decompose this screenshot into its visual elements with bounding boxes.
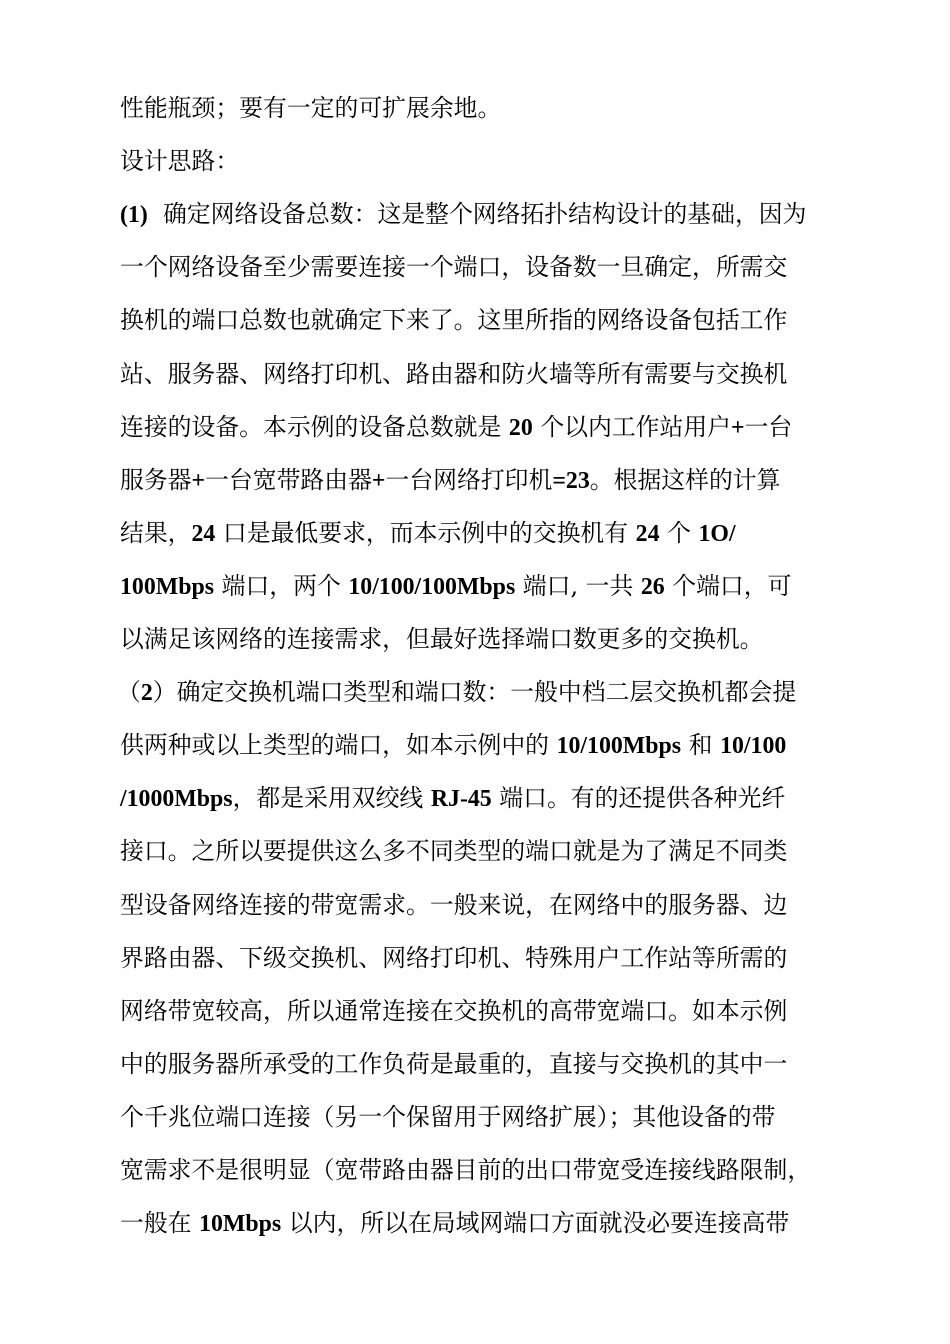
bold-text: 10Mbps [199,1211,282,1238]
text-run: 端口。有的还提供各种光纤 [491,784,786,813]
text-run: 一个网络设备至少需要连接一个端口，设备数一旦确定，所需交 [120,253,788,282]
text-line [120,145,835,177]
bold-text: 24 [191,520,216,547]
text-line [120,464,835,496]
text-run: 以满足该网络的连接需求，但最好选择端口数更多的交换机。 [120,625,764,653]
text-line [120,517,835,549]
text-run: 服务器 [120,465,192,494]
text-run: 。根据这样的计算 [589,465,781,494]
text-run: 供两种或以上类型的端口，如本示例中的 [120,731,557,760]
text-run: 个千兆位端口连接（另一个保留用于网络扩展）；其他设备的带 [120,1102,776,1131]
text-line [120,570,835,602]
bold-text: + [731,414,745,441]
text-run: 界路由器、下级交换机、网络打印机、特殊用户工作站等所需的 [120,943,788,972]
text-line [120,1207,835,1239]
text-run: （ [117,678,141,707]
text-line [120,623,835,655]
text-run: 以内，所以在局域网端口方面就没必要连接高带 [281,1209,790,1238]
text-line [120,835,835,867]
text-run: 换机的端口总数也就确定下来了。这里所指的网络设备包括工作 [120,306,788,335]
text-line [120,358,835,390]
text-run: 性能瓶颈；要有一定的可扩展余地。 [120,94,502,122]
text-run: 中的服务器所承受的工作负荷是最重的，直接与交换机的其中一 [120,1049,788,1078]
text-run: 网络带宽较高，所以通常连接在交换机的高带宽端口。如本示例 [120,996,788,1025]
bold-text: =23 [552,467,590,494]
bold-text: 20 [508,414,533,441]
text-run: 宽需求不是很明显（宽带路由器目前的出口带宽受连接线路限制， [120,1156,812,1184]
bold-text: 24 [635,520,660,547]
text-run: 型设备网络连接的带宽需求。一般来说，在网络中的服务器、边 [120,890,788,919]
bold-text: 100Mbps [120,573,215,600]
bold-text: 10/100Mbps [556,733,682,760]
bold-text: (1) [120,202,148,229]
text-run: ）确定交换机端口类型和端口数：一般中档二层交换机都会提 [152,678,797,707]
text-line [117,676,832,708]
bold-text: + [191,467,206,494]
text-line [120,411,835,443]
bold-text: /1000Mbps [120,786,233,813]
bold-text: 1O/ [698,520,736,547]
text-line [120,942,835,974]
text-line [120,1154,835,1186]
text-line [120,304,835,336]
bold-text: 10/100 [720,733,787,760]
text-run: 一台网络打印机 [385,465,553,494]
text-run: 接口。之所以要提供这么多不同类型的端口就是为了满足不同类 [120,837,788,866]
text-run: 连接的设备。本示例的设备总数就是 [120,412,509,441]
bold-text: RJ-45 [430,786,492,813]
text-run: 结果， [120,518,192,547]
text-run: 确定网络设备总数：这是整个网络拓扑结构设计的基础，因为 [147,200,807,229]
text-run: 设计思路： [120,147,240,176]
text-run: 和 [681,731,721,760]
text-line [120,92,835,124]
text-line [120,995,835,1027]
text-run: 一台 [744,412,793,441]
text-line [120,1101,835,1133]
bold-text: + [371,467,386,494]
text-run: ，都是采用双绞线 [232,784,431,813]
text-line [120,251,835,283]
text-run: 一般在 [120,1209,200,1238]
text-run: 口是最低要求，而本示例中的交换机有 [215,518,636,547]
text-line [120,198,835,230]
bold-text: 26 [640,573,665,600]
text-run: 个以内工作站用户 [532,412,732,441]
text-run: 个 [659,518,699,547]
text-line [120,1048,835,1080]
bold-text: 2 [140,680,153,707]
text-run: 个端口，可 [664,571,792,600]
text-line [120,782,835,814]
text-run: 端口，两个 [214,571,349,600]
text-run: 站、服务器、网络打印机、路由器和防火墙等所有需要与交换机 [120,359,788,388]
text-line [120,729,835,761]
text-run: 一台宽带路由器 [205,465,372,494]
bold-text: 10/100/100Mbps [348,573,516,600]
text-run: 端口, 一共 [515,571,641,600]
text-line [120,889,835,921]
